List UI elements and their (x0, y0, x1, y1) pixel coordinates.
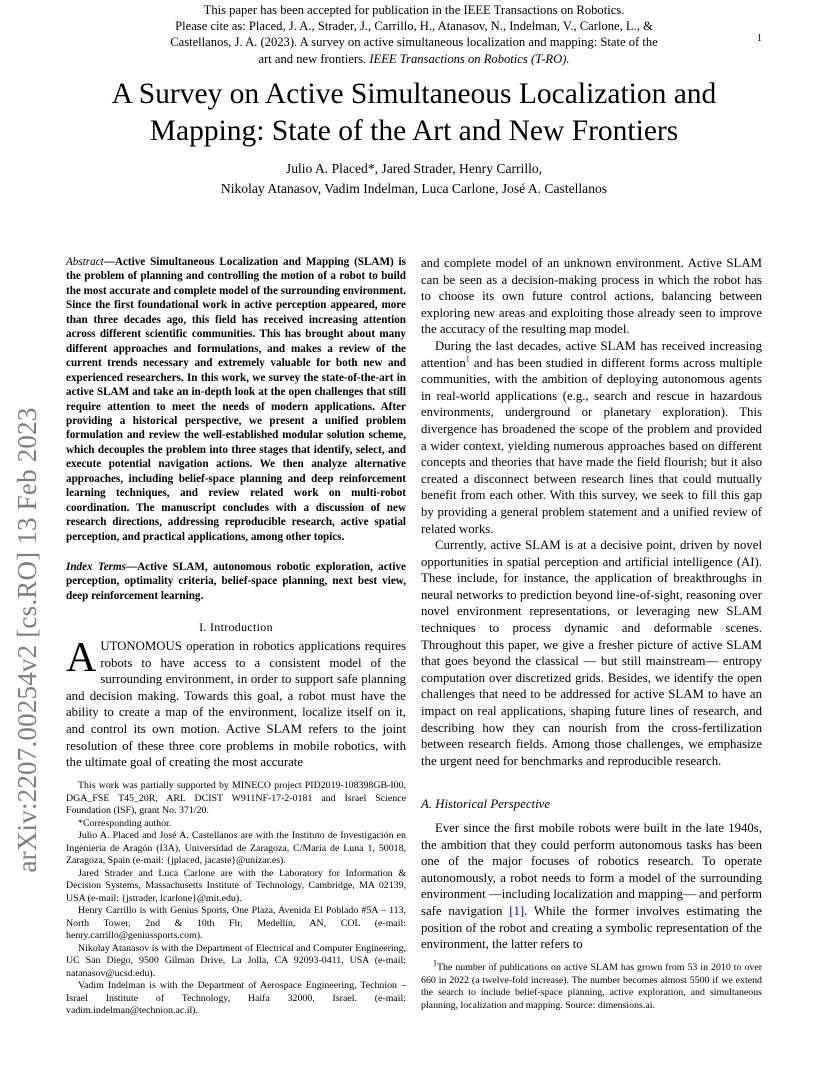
paragraph-text: and has been studied in different forms across multiple communities, with the ambition of deploying autonomous agents in real-world applications (e.g., search and rescue in hazardous environments, underground or planetary exploration). This divergence has broadened the scope of the problem and provided a wider context, yielding numerous approaches based on different concepts and theories that have made the field flourish; but it also created a disconnect between research lines that could mutually benefit from each other. With this survey, we seek to fill this gap by providing a general problem statement and a unified review of related works. (421, 355, 762, 536)
footnote-funding: This work was partially supported by MINECO project PID2019-108398GB-I00, DGA_FSE T45_20R, ARL DCIST W911NF-17-2-0181 and Israel Science Foundation (ISF), grant No. 371/20. (66, 780, 406, 816)
right-column-body (421, 255, 762, 769)
historical-paragraph (421, 820, 762, 953)
footnote-body: The number of publications on active SLAM has grown from 53 in 2010 to over 660 in 2022 (a twelve-fold increase). The number becomes almost 5500 if we extend the search to include belief-space planning, active exploration, and simultaneous planning, localization and mapping. Source: dimensions.ai. (421, 962, 762, 1011)
index-terms-text: —Active SLAM, autonomous robotic exploration, active perception, optimality criteria, belief-space planning, next best view, deep reinforcement learning. (66, 561, 406, 602)
footnote-1 (421, 958, 762, 1012)
footnote-marker: 1 (433, 958, 437, 968)
affiliation-footnotes (66, 780, 406, 1018)
paper-title (40, 76, 788, 150)
footnote-corresponding: *Corresponding author. (78, 817, 172, 829)
page-number: 1 (757, 33, 762, 44)
index-terms-label: Index Terms (66, 561, 126, 573)
authors-line: Nikolay Atanasov, Vadim Indelman, Luca Carlone, José A. Castellanos (220, 181, 608, 196)
footnote-affiliation: Henry Carrillo is with Genius Sports, One Plaza, Avenida El Poblado #5A – 113, North Tower, 2nd & 10th Flr, Medellín, AN, COL (e-mail: henry.carrillo@geniussports.com). (66, 905, 406, 941)
notice-text: art and new frontiers. (258, 51, 367, 66)
paragraph-text: Ever since the first mobile robots were built in the late 1940s, the ambition that they could perform autonomous tasks has been one of the major focuses of robotics research. To operate autonomously, a robot needs to form a model of the surrounding environment —including localization and mapping— and perform safe navigation (421, 821, 762, 918)
subsection-heading: A. Historical Perspective (421, 797, 550, 811)
abstract (66, 255, 406, 544)
title-line: Mapping: State of the Art and New Frontiers (149, 115, 679, 147)
paragraph: and complete model of an unknown environment. Active SLAM can be seen as a decision-making process in which the robot has to choose its own future control actions, balancing between exploring new areas and exploiting those already seen to improve the accuracy of the resulting map model. (421, 256, 762, 337)
index-terms (66, 560, 406, 603)
footnote-affiliation: Jared Strader and Luca Carlone are with the Laboratory for Information & Decision Systems, Massachusetts Institute of Technology, Cambridge, MA 02139, USA (e-mail: {jstrader, lcarlone}@mit.edu). (66, 867, 406, 904)
footnote-affiliation: Nikolay Atanasov is with the Department of Electrical and Computer Engineering, UC San Diego, 9500 Gilman Drive, La Jolla, CA 92093-0411, USA (e-mail: natanasov@ucsd.edu). (66, 942, 406, 979)
authors-line: Julio A. Placed*, Jared Strader, Henry Carrillo, (285, 161, 543, 176)
paragraph: Currently, active SLAM is at a decisive point, driven by novel opportunities in spatial perception and artificial intelligence (AI). These include, for instance, the application of breakthroughs in neural networks to prediction beyond line-of-sight, reasoning over novel environment representations, or leveraging new SLAM techniques to process dynamic and deformable scenes. Throughout this paper, we give a fresher picture of active SLAM that goes beyond the classical — but still mainstream— entropy computation over discretized grids. Besides, we identify the open challenges that need to be addressed for active SLAM to have an impact on real applications, shaping future lines of research, and describing how they can nourish from the cross-fertilization between research fields. Among those challenges, we emphasize the urgent need for benchmarks and reproducible research. (421, 538, 762, 768)
paragraph (421, 820, 762, 953)
abstract-label: Abstract (66, 256, 104, 268)
section-heading: I. Introduction (199, 620, 273, 634)
notice-line: Castellanos, J. A. (2023). A survey on active simultaneous localization and mapping: State of the (170, 35, 658, 50)
footnote-text (421, 958, 762, 1012)
arxiv-stamp: arXiv:2207.00254v2 [cs.RO] 13 Feb 2023 (12, 407, 42, 873)
citation-link[interactable]: [1] (509, 903, 525, 918)
paragraph-text: During the last decades, active SLAM has received increasing attention (421, 338, 762, 370)
author-list (100, 159, 728, 199)
title-line: A Survey on Active Simultaneous Localization and (111, 78, 717, 110)
footnote-affiliation: Julio A. Placed and José A. Castellanos are with the Instituto de Investigación en Ingeniería de Aragón (I3A), Universidad de Zaragoza, C/María de Luna 1, 50018, Zaragoza, Spain (e-mail: {jplaced, jacaste}@unizar.es). (66, 830, 406, 866)
journal-name: IEEE Transactions on Robotics (T-RO). (369, 51, 570, 66)
notice-line: This paper has been accepted for publication in the IEEE Transactions on Robotics. (203, 3, 625, 17)
publication-notice (120, 2, 708, 67)
notice-line (120, 51, 708, 67)
footnote-ref-link[interactable]: 1 (465, 354, 470, 364)
drop-cap: A (66, 635, 97, 681)
introduction-paragraph (66, 635, 406, 771)
footnote-affiliation: Vadim Indelman is with the Department of Aerospace Engineering, Technion – Israel Institute of Technology, Haifa 32000, Israel. (e-mail: vadim.indelman@technion.ac.il). (66, 980, 406, 1016)
abstract-text: —Active Simultaneous Localization and Mapping (SLAM) is the problem of planning and controlling the motion of a robot to build the most accurate and complete model of the surrounding environment. Since the first foundational work in active perception appeared, more than three decades ago, this field has received increasing attention across different scientific communities. This has brought about many different approaches and formulations, and makes a review of the current trends necessary and extremely valuable for both new and experienced researchers. In this work, we survey the state-of-the-art in active SLAM and take an in-depth look at the open challenges that still require attention to meet the needs of modern applications. After providing a historical perspective, we present a unified problem formulation and review the well-established modular solution scheme, which decouples the problem into three stages that identify, select, and execute potential navigation actions. We then analyze alternative approaches, including belief-space planning and deep reinforcement learning techniques, and review related work on multi-robot coordination. The manuscript concludes with a discussion of new research directions, addressing reproducible research, active spatial perception, and practical applications, among other topics. (66, 256, 406, 543)
paragraph-text: . While the former involves estimating the position of the robot and creating a symbolic representation of the environment, the latter refers to (421, 903, 762, 952)
intro-text: UTONOMOUS operation in robotics applications requires robots to have access to a consistent model of the surrounding environment, in order to support safe planning and decision making. Towards this goal, a robot must have the ability to create a map of the environment, localize itself on it, and control its own motion. Active SLAM refers to the joint resolution of these three core problems in mobile robotics, with the ultimate goal of creating the most accurate (66, 639, 406, 770)
notice-line: Please cite as: Placed, J. A., Strader, J., Carrillo, H., Atanasov, N., Indelman, V., Carlone, L., & (175, 19, 653, 34)
paragraph (421, 338, 762, 537)
